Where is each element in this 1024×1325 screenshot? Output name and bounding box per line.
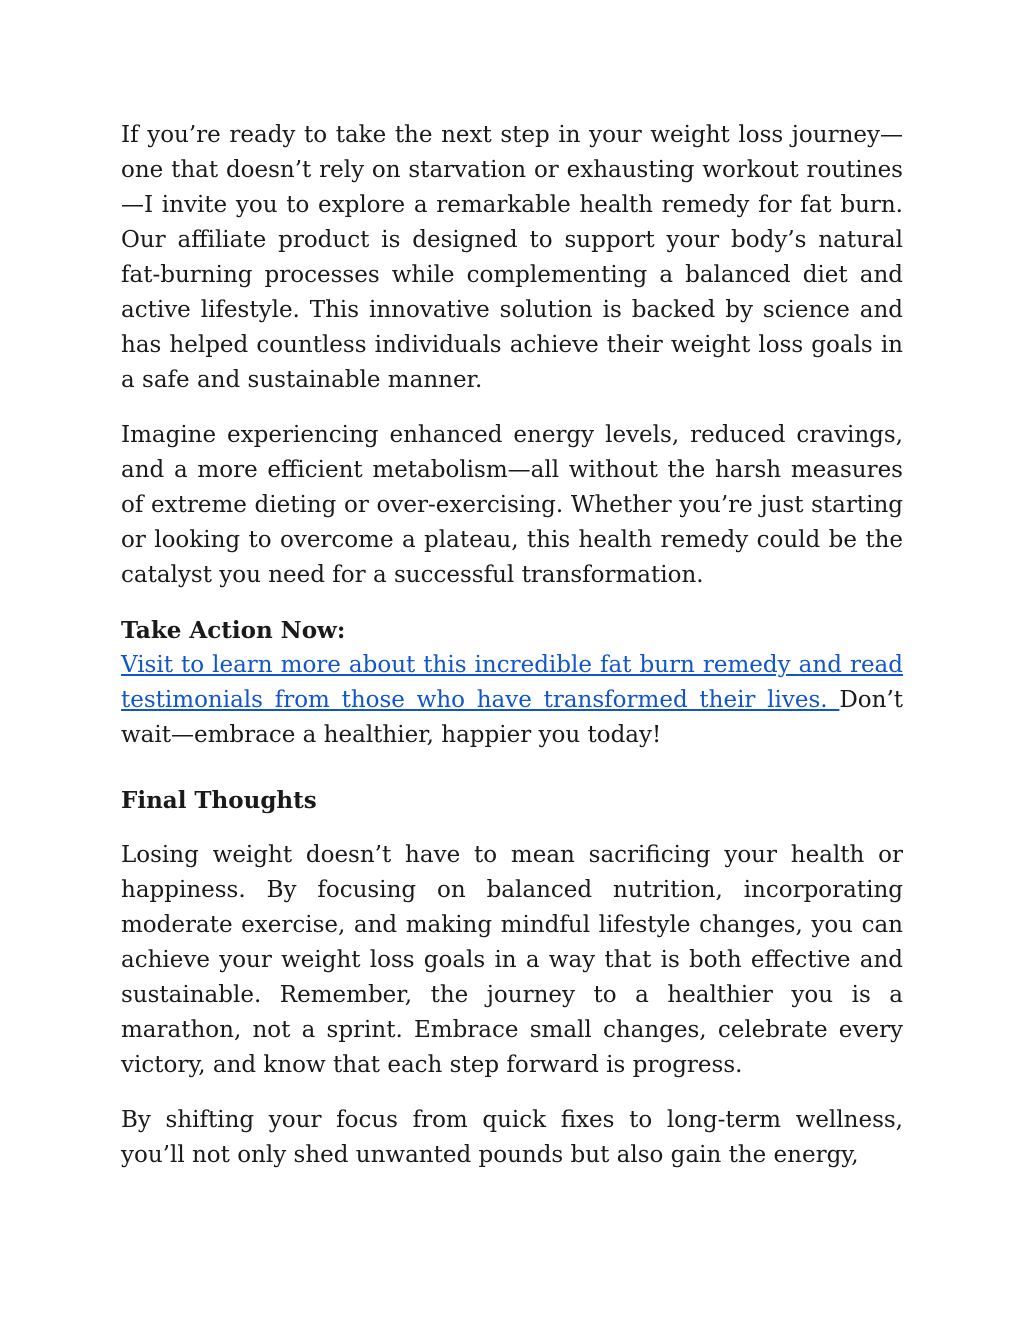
benefits-paragraph: Imagine experiencing enhanced energy levels, reduced cravings, and a more efficient metabolism—all without the harsh measures of extreme dieting or over-exercising. Whether you’re just starting or looking to overcome a plateau, this health remedy could be the catalyst you need for a successful transformation. bbox=[121, 422, 903, 588]
fat-burn-remedy-link[interactable]: Visit to learn more about this incredible fat burn remedy and read testimonials from those who have transformed their lives. bbox=[121, 652, 903, 713]
final-thoughts-paragraph: Losing weight doesn’t have to mean sacrificing your health or happiness. By focusing on balanced nutrition, incorporating moderate exercise, and making mindful lifestyle changes, you can achieve your weight loss goals in a way that is both effective and sustainable. Remember, the journey to a healthier you is a marathon, not a sprint. Embrace small changes, celebrate every victory, and know that each step forward is progress. bbox=[121, 842, 903, 1078]
take-action-text bbox=[121, 648, 903, 753]
take-action-section bbox=[121, 613, 903, 753]
document-page bbox=[121, 118, 903, 1193]
final-thoughts-heading: Final Thoughts bbox=[121, 787, 317, 814]
take-action-heading: Take Action Now: bbox=[121, 617, 346, 644]
take-action-followup: Don’t wait—embrace a healthier, happier you today! bbox=[121, 687, 903, 748]
intro-paragraph: If you’re ready to take the next step in your weight loss journey—one that doesn’t rely on starvation or exhausting workout routines—I invite you to explore a remarkable health remedy for fat burn. Our affiliate product is designed to support your body’s natural fat-burning processes while complementing a balanced diet and active lifestyle. This innovative solution is backed by science and has helped countless individuals achieve their weight loss goals in a safe and sustainable manner. bbox=[121, 122, 903, 393]
closing-paragraph: By shifting your focus from quick fixes to long-term wellness, you’ll not only shed unwanted pounds but also gain the energy, bbox=[121, 1107, 903, 1168]
